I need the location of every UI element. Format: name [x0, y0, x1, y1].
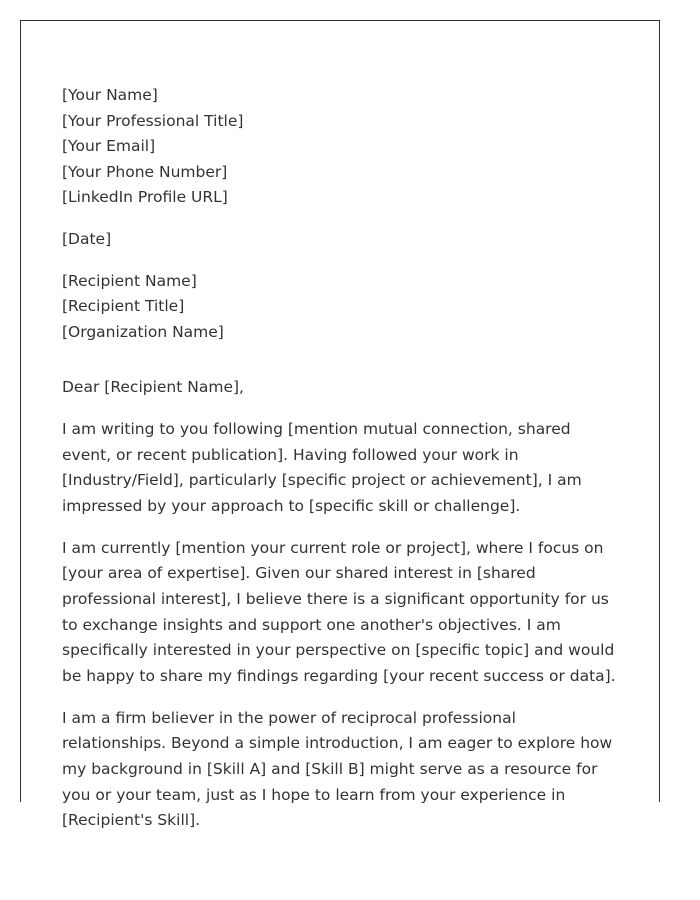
- recipient-name: [Recipient Name]: [62, 271, 197, 290]
- paragraph-3: I am a firm believer in the power of reciprocal professional relationships. Beyond a simple introduction, I am eager to explore how my background in [Skill A] and [Skill B] might serve as a resource for you or your team, just as I hope to learn from your experience in [Recipient's Skill].: [62, 708, 613, 830]
- date-block: [62, 227, 624, 253]
- sender-email: [Your Email]: [62, 137, 156, 156]
- sender-name: [Your Name]: [62, 86, 158, 104]
- sender-linkedin: [LinkedIn Profile URL]: [62, 188, 228, 207]
- recipient-organization: [Organization Name]: [62, 322, 224, 341]
- salutation: Dear [Recipient Name],: [62, 377, 244, 396]
- paragraph-1: I am writing to you following [mention mutual connection, shared event, or recent publication]. Having followed your work in [Industry/Field], particularly [specific project or achievement], I am impressed by your approach to [specific skill or challenge].: [62, 419, 582, 515]
- paragraph-2: I am currently [mention your current role or project], where I focus on [your area of expertise]. Given our shared interest in [shared professional interest], I believe there is a significant opportunity for us to exchange insights and support one another's objectives. I am specifically interested in your perspective on [specific topic] and would be happy to share my findings regarding [your recent success or data].: [62, 538, 616, 685]
- sender-phone: [Your Phone Number]: [62, 162, 228, 181]
- letter-body: [62, 83, 624, 834]
- recipient-block: [62, 269, 624, 346]
- recipient-title: [Recipient Title]: [62, 297, 185, 316]
- sender-title: [Your Professional Title]: [62, 111, 244, 130]
- letter-page: [20, 20, 660, 830]
- letter-date: [Date]: [62, 229, 112, 248]
- sender-block: [62, 83, 624, 211]
